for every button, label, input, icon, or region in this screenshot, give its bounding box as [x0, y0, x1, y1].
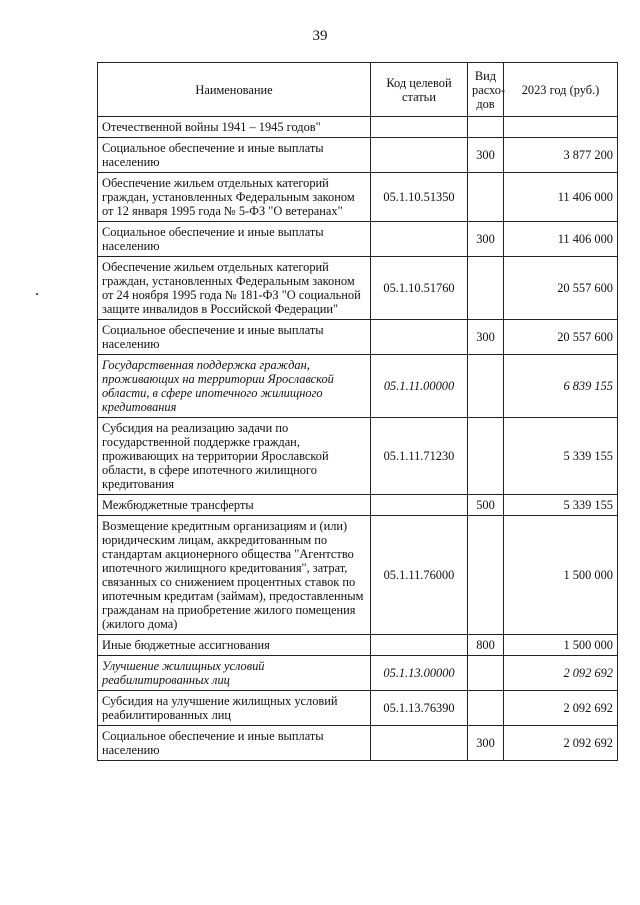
cell-kind	[468, 355, 504, 418]
cell-amount: 11 406 000	[504, 222, 618, 257]
table-row	[98, 222, 618, 257]
cell-amount: 2 092 692	[504, 726, 618, 761]
cell-code	[371, 117, 468, 138]
cell-name: Социальное обеспечение и иные выплаты населению	[98, 320, 371, 355]
table-row	[98, 173, 618, 222]
cell-name: Межбюджетные трансферты	[98, 495, 371, 516]
cell-kind: 500	[468, 495, 504, 516]
table-row	[98, 635, 618, 656]
cell-code	[371, 222, 468, 257]
table-header-row	[98, 63, 618, 117]
cell-code	[371, 495, 468, 516]
cell-amount: 20 557 600	[504, 257, 618, 320]
cell-amount	[504, 117, 618, 138]
cell-kind	[468, 117, 504, 138]
cell-name: Улучшение жилищных условий реабилитированных лиц	[98, 656, 371, 691]
table-row	[98, 726, 618, 761]
cell-kind	[468, 656, 504, 691]
cell-amount: 3 877 200	[504, 138, 618, 173]
table-row	[98, 117, 618, 138]
cell-code: 05.1.10.51350	[371, 173, 468, 222]
table-row	[98, 495, 618, 516]
table-row	[98, 257, 618, 320]
cell-kind: 300	[468, 726, 504, 761]
cell-amount: 5 339 155	[504, 418, 618, 495]
header-name: Наименование	[98, 63, 371, 117]
cell-name: Обеспечение жильем отдельных категорий граждан, установленных Федеральным законом от 12 января 1995 года № 5-ФЗ "О ветеранах"	[98, 173, 371, 222]
table-row	[98, 656, 618, 691]
cell-amount: 6 839 155	[504, 355, 618, 418]
cell-amount: 2 092 692	[504, 656, 618, 691]
cell-kind	[468, 173, 504, 222]
header-amount: 2023 год (руб.)	[504, 63, 618, 117]
cell-name: Социальное обеспечение и иные выплаты населению	[98, 726, 371, 761]
cell-name: Субсидия на улучшение жилищных условий реабилитированных лиц	[98, 691, 371, 726]
cell-name: Государственная поддержка граждан, проживающих на территории Ярославской области, в сфере ипотечного жилищного кредитования	[98, 355, 371, 418]
table-row	[98, 516, 618, 635]
table-row	[98, 320, 618, 355]
header-kind: Вид расхо-дов	[468, 63, 504, 117]
cell-kind: 300	[468, 320, 504, 355]
table-row	[98, 355, 618, 418]
cell-code	[371, 635, 468, 656]
page-number: 39	[312, 28, 328, 44]
cell-kind: 300	[468, 222, 504, 257]
cell-kind: 300	[468, 138, 504, 173]
header-code: Код целевой статьи	[371, 63, 468, 117]
cell-amount: 1 500 000	[504, 635, 618, 656]
cell-amount: 11 406 000	[504, 173, 618, 222]
table-row	[98, 418, 618, 495]
cell-code	[371, 726, 468, 761]
cell-amount: 5 339 155	[504, 495, 618, 516]
cell-kind: 800	[468, 635, 504, 656]
cell-name: Субсидия на реализацию задачи по государственной поддержке граждан, проживающих на территории Ярославской области, в сфере ипотечного жилищного кредитования	[98, 418, 371, 495]
cell-amount: 2 092 692	[504, 691, 618, 726]
table-row	[98, 691, 618, 726]
cell-kind	[468, 257, 504, 320]
cell-code: 05.1.10.51760	[371, 257, 468, 320]
cell-amount: 20 557 600	[504, 320, 618, 355]
cell-name: Социальное обеспечение и иные выплаты населению	[98, 138, 371, 173]
budget-table	[97, 62, 618, 761]
cell-code: 05.1.13.00000	[371, 656, 468, 691]
cell-kind	[468, 418, 504, 495]
scan-speck	[36, 293, 38, 295]
cell-code: 05.1.11.00000	[371, 355, 468, 418]
cell-code	[371, 320, 468, 355]
table-row	[98, 138, 618, 173]
cell-code	[371, 138, 468, 173]
cell-name: Социальное обеспечение и иные выплаты населению	[98, 222, 371, 257]
cell-name: Возмещение кредитным организациям и (или) юридическим лицам, аккредитованным по стандартам акционерного общества "Агентство ипотечного жилищного кредитования", затрат, связанных со снижением процентных ставок по ипотечным кредитам (займам), предоставленным гражданам на приобретение жилого помещения (жилого дома)	[98, 516, 371, 635]
cell-kind	[468, 516, 504, 635]
cell-name: Обеспечение жильем отдельных категорий граждан, установленных Федеральным законом от 24 ноября 1995 года № 181-ФЗ "О социальной защите инвалидов в Российской Федерации"	[98, 257, 371, 320]
cell-code: 05.1.13.76390	[371, 691, 468, 726]
cell-amount: 1 500 000	[504, 516, 618, 635]
cell-kind	[468, 691, 504, 726]
table-body	[98, 117, 618, 761]
cell-name: Отечественной войны 1941 – 1945 годов"	[98, 117, 371, 138]
cell-name: Иные бюджетные ассигнования	[98, 635, 371, 656]
cell-code: 05.1.11.76000	[371, 516, 468, 635]
cell-code: 05.1.11.71230	[371, 418, 468, 495]
